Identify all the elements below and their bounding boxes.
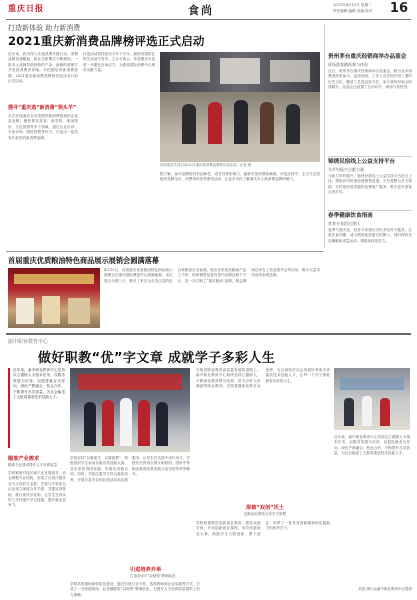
sub1-body: 学校紧密对接区域产业发展需求，动态调整专业结构，形成了以现代服务业为主体的专业群。学校与多家知名企业建立深度合作关系，共建实训基地，推行现代学徒制，让学生在真实的工作环境中学习技能，提升就业竞争力。 xyxy=(8,471,66,508)
sub2-body: 学校高度重视师资队伍建设，通过引进行业专家、选派教师到企业实践等方式，打造了一支师德高尚、业务精湛的“双师型”教师队伍，为提升人才培养质量提供了有力保障。 xyxy=(70,582,200,597)
feature-byline: 刘蕊 图片由渝中职业教育中心提供 xyxy=(358,587,412,591)
sidebar-item2-subhead: 为乡村振兴贡献力量 xyxy=(328,167,364,172)
story-subhead: 搜寻“重庆造”新消费“领头羊” xyxy=(8,105,77,111)
masthead-rule xyxy=(6,19,411,20)
masthead xyxy=(0,0,417,22)
classroom-photo-right xyxy=(334,368,410,430)
sidebar-item2-body: 为助力乡村振兴，锦绣民宿线上公益支持平台近日上线，帮助乡村民宿拓展销售渠道。平台将整合多方资源，为民宿经营者提供免费推广服务，吸引更多游客走进乡村。 xyxy=(328,174,412,195)
sub3-line: 创新创业教育点亮学子梦想 xyxy=(244,512,286,516)
sidebar-item3-headline: 春季健康饮食指南 xyxy=(328,213,373,219)
middle-body: 学校坚持“以赛促学、以赛促教”，积极组织学生参加各级各类技能大赛，近年来获得国家级、市级奖项数百项。同时，学校注重学生综合素质培养，开展丰富多彩的社团活动和志愿服务，让学生在实践中成长成才。学校先后获得全国文明校园、国家中等职业教育改革发展示范学校等荣誉称号。 xyxy=(70,456,190,482)
sub3-headline: 厚植“双创”沃土 xyxy=(246,505,284,511)
feature-banner-label: 渝中职业教育中心 xyxy=(8,339,49,345)
feature-headline: 做好职教“优”字文章 成就学子多彩人生 xyxy=(38,351,276,366)
sidebar-item3-body: 春季气候多变，营养专家建议市民多吃时令蔬菜，注意饮食均衡，适当增加优质蛋白的摄入，同时保持充足睡眠和适量运动，增强身体抵抗力。 xyxy=(328,228,412,243)
editors-line: 责任编辑 编辑 美编 校对 xyxy=(333,9,373,13)
feature-lead: 近年来，渝中职业教育中心坚持以立德树人为根本任务，以服务发展为宗旨，以促进就业为导向，深化产教融合、校企合作，不断提升办学质量，为社会输送了大批高素质技术技能人才。 xyxy=(13,368,65,400)
sidebar-item1-body: 近日，贵州茅台重庆经销商举办品鉴会，吸引众多消费者前来参与。活动现场，工作人员详细介绍了酒的历史文化、酿造工艺及品鉴方法，参与者纷纷表示收获颇丰。品鉴会还设置了互动环节，现场气氛热烈。 xyxy=(328,69,412,90)
right-body: 在推进职业教育高质量发展的道路上，渝中职业教育中心始终坚持立德树人，不断深化教育教学改革，努力办好人民满意的职业教育。学校将继续发挥自身优势，为区域经济社会发展培养更多高素质技术技能人才，让每一个学子都能拥有出彩的人生。 xyxy=(196,368,330,389)
story-kicker: 打造新体验 助力新消费 xyxy=(8,24,81,32)
launch-ceremony-photo xyxy=(160,52,320,162)
sidebar-item1-subhead: 现场游客踊跃参与体验 xyxy=(328,62,368,67)
sub2-line: 打造高水平“双师型”教师队伍 xyxy=(130,574,176,578)
sidebar-item3-subhead: 营养专家给出建议 xyxy=(328,221,360,226)
story-para-3: 评选活动将持续至今年下半年，最终结果将在相关活动中发布。主办方表示，希望通过评选进一步激发市场活力，为建设国际消费中心城市贡献力量。 xyxy=(83,52,155,73)
sub2-headline: 引进培养并举 xyxy=(130,567,162,573)
page-number: 16 xyxy=(389,1,408,16)
paper-name: 重庆日报 xyxy=(8,3,44,13)
story-headline: 2021重庆新消费品牌榜评选正式启动 xyxy=(8,34,205,48)
students-photo xyxy=(70,368,190,452)
second-story-body: 4月12日，首届重庆优质粮油特色商品展示展销会在重庆国际博览中心圆满落幕。本次展会为期三天，吸引了来自全市各区县的近百家粮油企业参展，展出各类优质粮油产品上千种，现场销售及意向签约金额达数千万元，进一步打响了“重庆粮油”品牌。展会期间还举办了品鉴推介会等活动，吸引大量市民前来参观选购。 xyxy=(104,268,320,283)
sub1-line: 精准专业建设提升人才培养质量 xyxy=(8,463,57,467)
lead-red-strip xyxy=(8,368,10,448)
story-lead: 近年来，我市深入实施消费升级行动，消费品牌加速崛起，新业态新模式不断涌现，一批本土品牌凭借独特的产品、新颖的营销方式受到消费者青睐。为挖掘培育新消费品牌，2021重庆新消费品牌榜评选活动日前正式启动。 xyxy=(8,52,78,84)
second-story xyxy=(0,252,324,332)
sidebar-item2-headline: 锦绣民宿线上公益支持平台 xyxy=(328,159,396,165)
story-para-4: 据了解，参评品牌需具有创新性、成长性和影响力，能够引领消费新潮流。评选过程中，主办方还将组织品牌走访、消费者体验等系列活动，让更多市民了解重庆本土新消费品牌的魅力。 xyxy=(160,172,320,182)
expo-photo xyxy=(8,268,100,328)
section-title: 食尚 xyxy=(188,4,214,17)
top-story xyxy=(0,22,417,250)
second-story-headline: 首届重庆优质粮油特色商品展示展销会圆满落幕 xyxy=(8,256,159,265)
sidebar-item1-headline: 贵州茅台重庆经销商举办品鉴会 xyxy=(328,54,407,60)
bottom-feature xyxy=(0,335,417,600)
sub3-body: 学校积极推进创新创业教育，建设众创空间，开设创新创业课程，举办创新创业大赛，鼓励学生大胆创新、勇于创业，培养了一批具有创新精神和实践能力的优秀学子。 xyxy=(196,521,330,536)
date-line: 2021年4月13日 星期二 xyxy=(333,3,372,7)
sub1-headline: 瞄准产业需求 xyxy=(8,456,40,462)
right-column-extra: 近年来，渝中职业教育中心坚持以立德树人为根本任务，以服务发展为宗旨，以促进就业为导向，深化产教融合、校企合作，不断提升办学质量，为社会输送了大批高素质技术技能人才。 xyxy=(334,435,410,456)
photo-caption: 现场嘉宾共同启动2021重庆新消费品牌榜评选活动。记者 摄 xyxy=(160,163,252,167)
story-para-2: 本次评选面向全市范围内新消费领域的企业及品牌，聚焦餐饮美食、新零售、休闲娱乐、文化旅游等多个领域，通过企业自荐、专家评审、网络投票等环节，评选出一批具有代表性的新消费品牌。 xyxy=(8,114,78,140)
